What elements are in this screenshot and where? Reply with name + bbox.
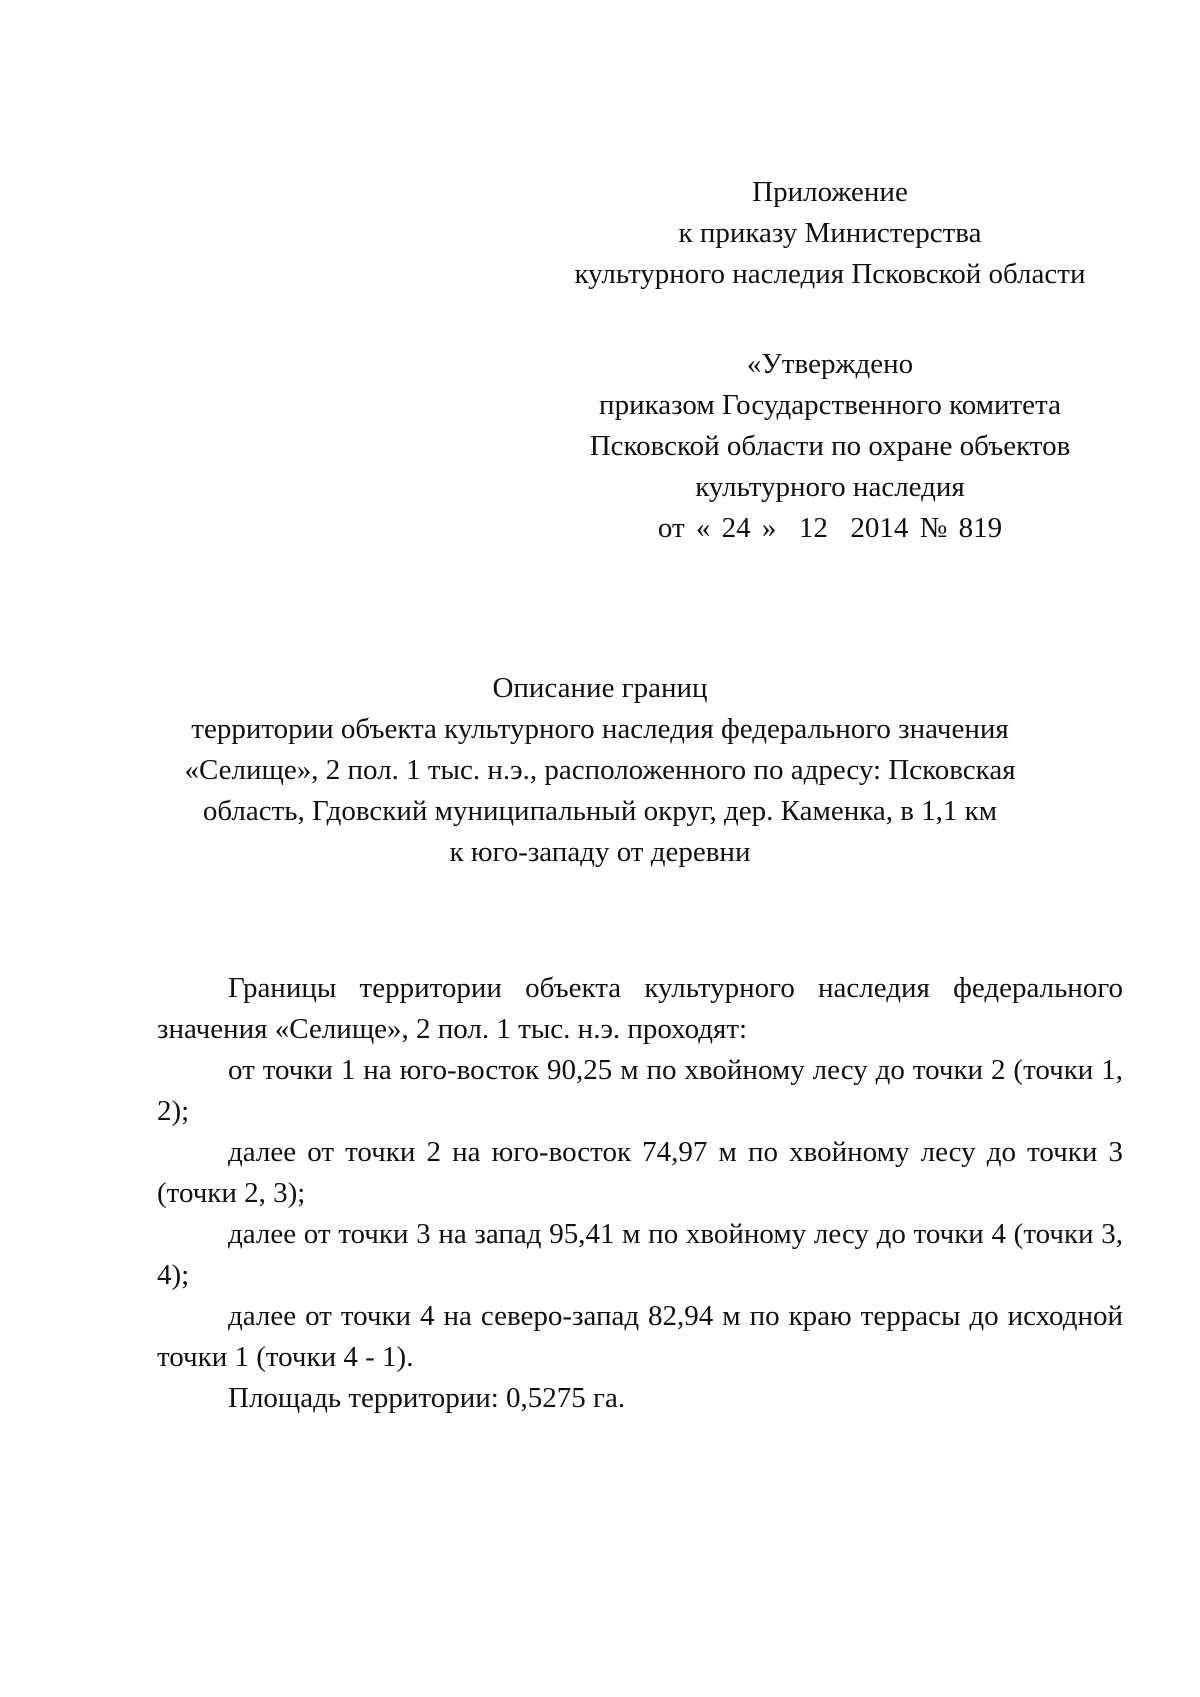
boundary-segment-2-3: далее от точки 2 на юго-восток 74,97 м по хвойному лесу до точки 3 (точки 2, 3);	[157, 1136, 1123, 1209]
approval-line: культурного наследия	[695, 471, 965, 503]
approval-block	[560, 344, 1100, 549]
approval-line: «Утверждено	[746, 348, 914, 380]
appendix-line: к приказу Министерства	[678, 217, 982, 249]
appendix-line: Приложение	[752, 176, 908, 208]
order-date-number: от « 24 » 12 2014 № 819	[657, 512, 1003, 544]
title-line: к юго-западу от деревни	[449, 836, 751, 868]
appendix-line: культурного наследия Псковской области	[574, 258, 1086, 290]
boundary-segment-4-1: далее от точки 4 на северо-запад 82,94 м по краю террасы до исходной точки 1 (точки 4 - 1).	[157, 1300, 1123, 1373]
approval-line: Псковской области по охране объектов	[589, 430, 1071, 462]
document-title	[130, 668, 1070, 873]
boundary-segment-1-2: от точки 1 на юго-восток 90,25 м по хвойному лесу до точки 2 (точки 1, 2);	[157, 1054, 1123, 1127]
title-line: Описание границ	[492, 672, 708, 704]
title-line: «Селище», 2 пол. 1 тыс. н.э., расположенного по адресу: Псковская	[184, 754, 1016, 786]
territory-area: Площадь территории: 0,5275 га.	[228, 1382, 626, 1414]
appendix-header	[560, 172, 1100, 295]
title-line: область, Гдовский муниципальный округ, дер. Каменка, в 1,1 км	[202, 795, 998, 827]
title-line: территории объекта культурного наследия федерального значения	[191, 713, 1009, 745]
intro-paragraph: Границы территории объекта культурного наследия федерального значения «Селище», 2 пол. 1 тыс. н.э. проходят:	[157, 972, 1123, 1045]
boundary-segment-3-4: далее от точки 3 на запад 95,41 м по хвойному лесу до точки 4 (точки 3, 4);	[157, 1218, 1123, 1291]
document-body	[157, 968, 1123, 1419]
approval-line: приказом Государственного комитета	[599, 389, 1061, 421]
